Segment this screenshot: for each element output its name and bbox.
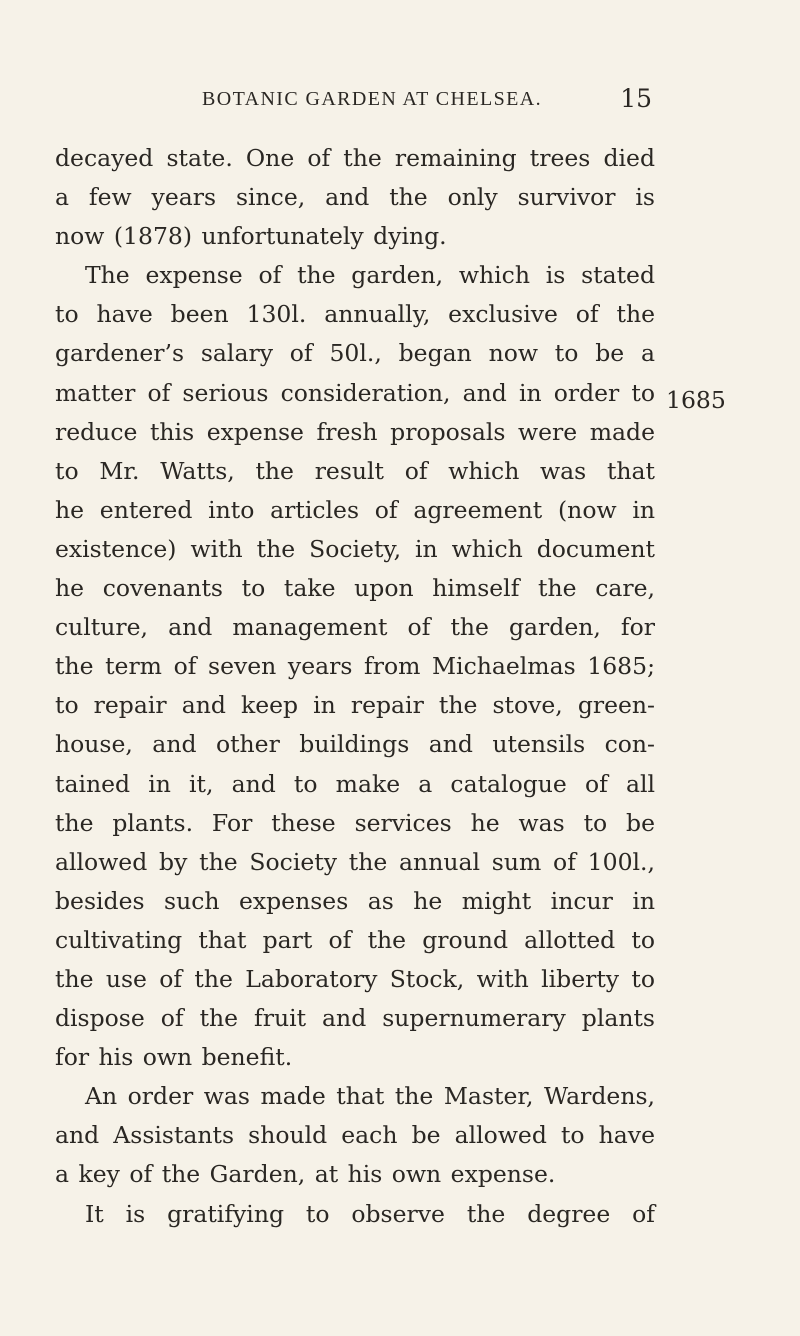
page-header (202, 84, 652, 118)
text-line: a few years since, and the only survivor is (55, 183, 655, 212)
text-line: to Mr. Watts, the result of which was that (55, 456, 655, 485)
text-line: the use of the Laboratory Stock, with liberty to (55, 964, 655, 993)
page-number: 15 (620, 84, 652, 113)
text-line: and Assistants should each be allowed to have (55, 1121, 655, 1150)
text-line: matter of serious consideration, and in order to (55, 378, 655, 407)
text-line: the term of seven years from Michaelmas 1685; (55, 652, 655, 681)
text-line: reduce this expense fresh proposals were made (55, 417, 655, 446)
text-line: he entered into articles of agreement (now in (55, 495, 655, 524)
text-line: to have been 130l. annually, exclusive of the (55, 300, 655, 329)
text-line: to repair and keep in repair the stove, green- (55, 691, 655, 720)
text-line: tained in it, and to make a catalogue of all (55, 769, 655, 798)
text-line: now (1878) unfortunately dying. (55, 222, 447, 251)
paragraph-first-line: An order was made that the Master, Wardens, (85, 1082, 655, 1111)
text-line: culture, and management of the garden, for (55, 613, 655, 642)
paragraph-first-line: It is gratifying to observe the degree of (85, 1199, 655, 1228)
paragraph-first-line: The expense of the garden, which is stated (85, 261, 655, 290)
body-text (55, 139, 655, 1234)
text-line: gardener’s salary of 50l., began now to be a (55, 339, 655, 368)
text-line: for his own benefit. (55, 1043, 293, 1072)
text-line: cultivating that part of the ground allotted to (55, 925, 655, 954)
text-line: a key of the Garden, at his own expense. (55, 1160, 556, 1189)
margin-date-note: 1685 (666, 386, 726, 414)
text-line: allowed by the Society the annual sum of 100l., (55, 847, 655, 876)
text-line: dispose of the fruit and supernumerary plants (55, 1004, 655, 1033)
text-line: decayed state. One of the remaining trees died (55, 144, 655, 172)
text-line: existence) with the Society, in which document (55, 534, 655, 563)
text-line: besides such expenses as he might incur in (55, 886, 655, 915)
text-line: the plants. For these services he was to be (55, 808, 655, 837)
text-line: he covenants to take upon himself the care, (55, 574, 655, 603)
text-line: house, and other buildings and utensils con- (55, 730, 655, 759)
running-title: BOTANIC GARDEN AT CHELSEA. (202, 88, 542, 110)
